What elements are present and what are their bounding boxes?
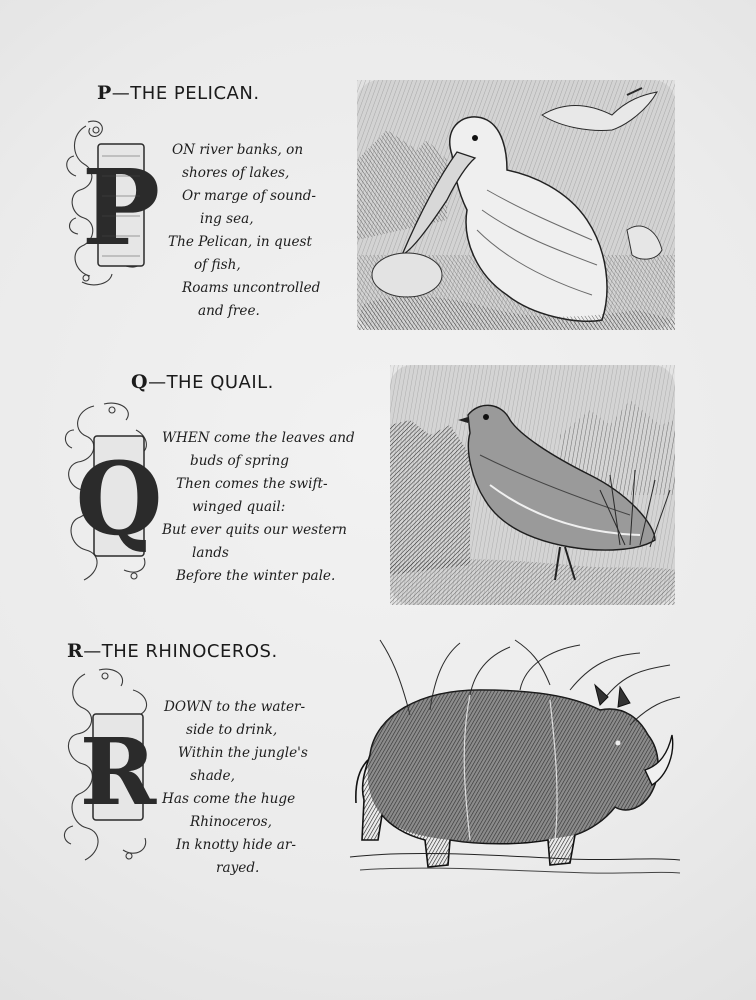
verse-line: rayed.: [216, 860, 260, 876]
verse-line: Or marge of sound-: [182, 188, 317, 204]
ornamental-initial-r: [63, 668, 157, 833]
verse-line: ON river banks, on: [172, 142, 304, 158]
verse-line: and free.: [198, 303, 260, 319]
verse-line: shade,: [190, 768, 235, 784]
title-text: —THE PELICAN.: [111, 83, 260, 104]
pelican-icon: [357, 80, 675, 330]
title-letter: P: [97, 82, 112, 104]
verse-quail: [160, 427, 355, 588]
verse-line: shores of lakes,: [182, 165, 290, 181]
verse-line: Within the jungle's: [178, 745, 308, 761]
rhinoceros-illustration: [350, 635, 680, 885]
flourish-icon: [64, 400, 163, 590]
verse-line: lands: [192, 545, 229, 561]
section-title: [97, 82, 260, 104]
verse-line: of fish,: [194, 257, 241, 273]
pelican-illustration: [357, 80, 675, 330]
section-title: [67, 640, 278, 662]
verse-line: Roams uncontrolled: [182, 280, 321, 296]
section-title: [131, 371, 274, 393]
flourish-icon: [63, 668, 155, 868]
quail-icon: [390, 365, 675, 605]
verse-line: side to drink,: [186, 722, 278, 738]
flourish-icon: [66, 116, 161, 291]
ornamental-initial-q: [64, 400, 163, 565]
verse-line: buds of spring: [190, 453, 289, 469]
verse-pelican: [168, 139, 320, 323]
verse-line: ing sea,: [200, 211, 254, 227]
quail-illustration: [390, 365, 675, 605]
title-letter: R: [67, 640, 84, 662]
verse-line: DOWN to the water-: [164, 699, 306, 715]
initial-letter: P: [81, 146, 161, 269]
verse-line: Rhinoceros,: [190, 814, 272, 830]
title-text: —THE QUAIL.: [148, 372, 274, 393]
verse-line: Before the winter pale.: [176, 568, 336, 584]
verse-line: But ever quits our western: [162, 522, 347, 538]
initial-letter: Q: [75, 440, 163, 558]
initial-letter: R: [79, 718, 157, 826]
title-text: —THE RHINOCEROS.: [83, 641, 278, 662]
verse-line: WHEN come the leaves and: [162, 430, 355, 446]
verse-line: The Pelican, in quest: [168, 234, 312, 250]
rhinoceros-icon: [350, 635, 680, 885]
ornamental-initial-p: [66, 116, 161, 281]
verse-line: winged quail:: [192, 499, 286, 515]
verse-line: In knotty hide ar-: [176, 837, 296, 853]
verse-line: Has come the huge: [162, 791, 296, 807]
verse-rhinoceros: [160, 696, 308, 880]
title-letter: Q: [131, 371, 149, 393]
verse-line: Then comes the swift-: [176, 476, 328, 492]
